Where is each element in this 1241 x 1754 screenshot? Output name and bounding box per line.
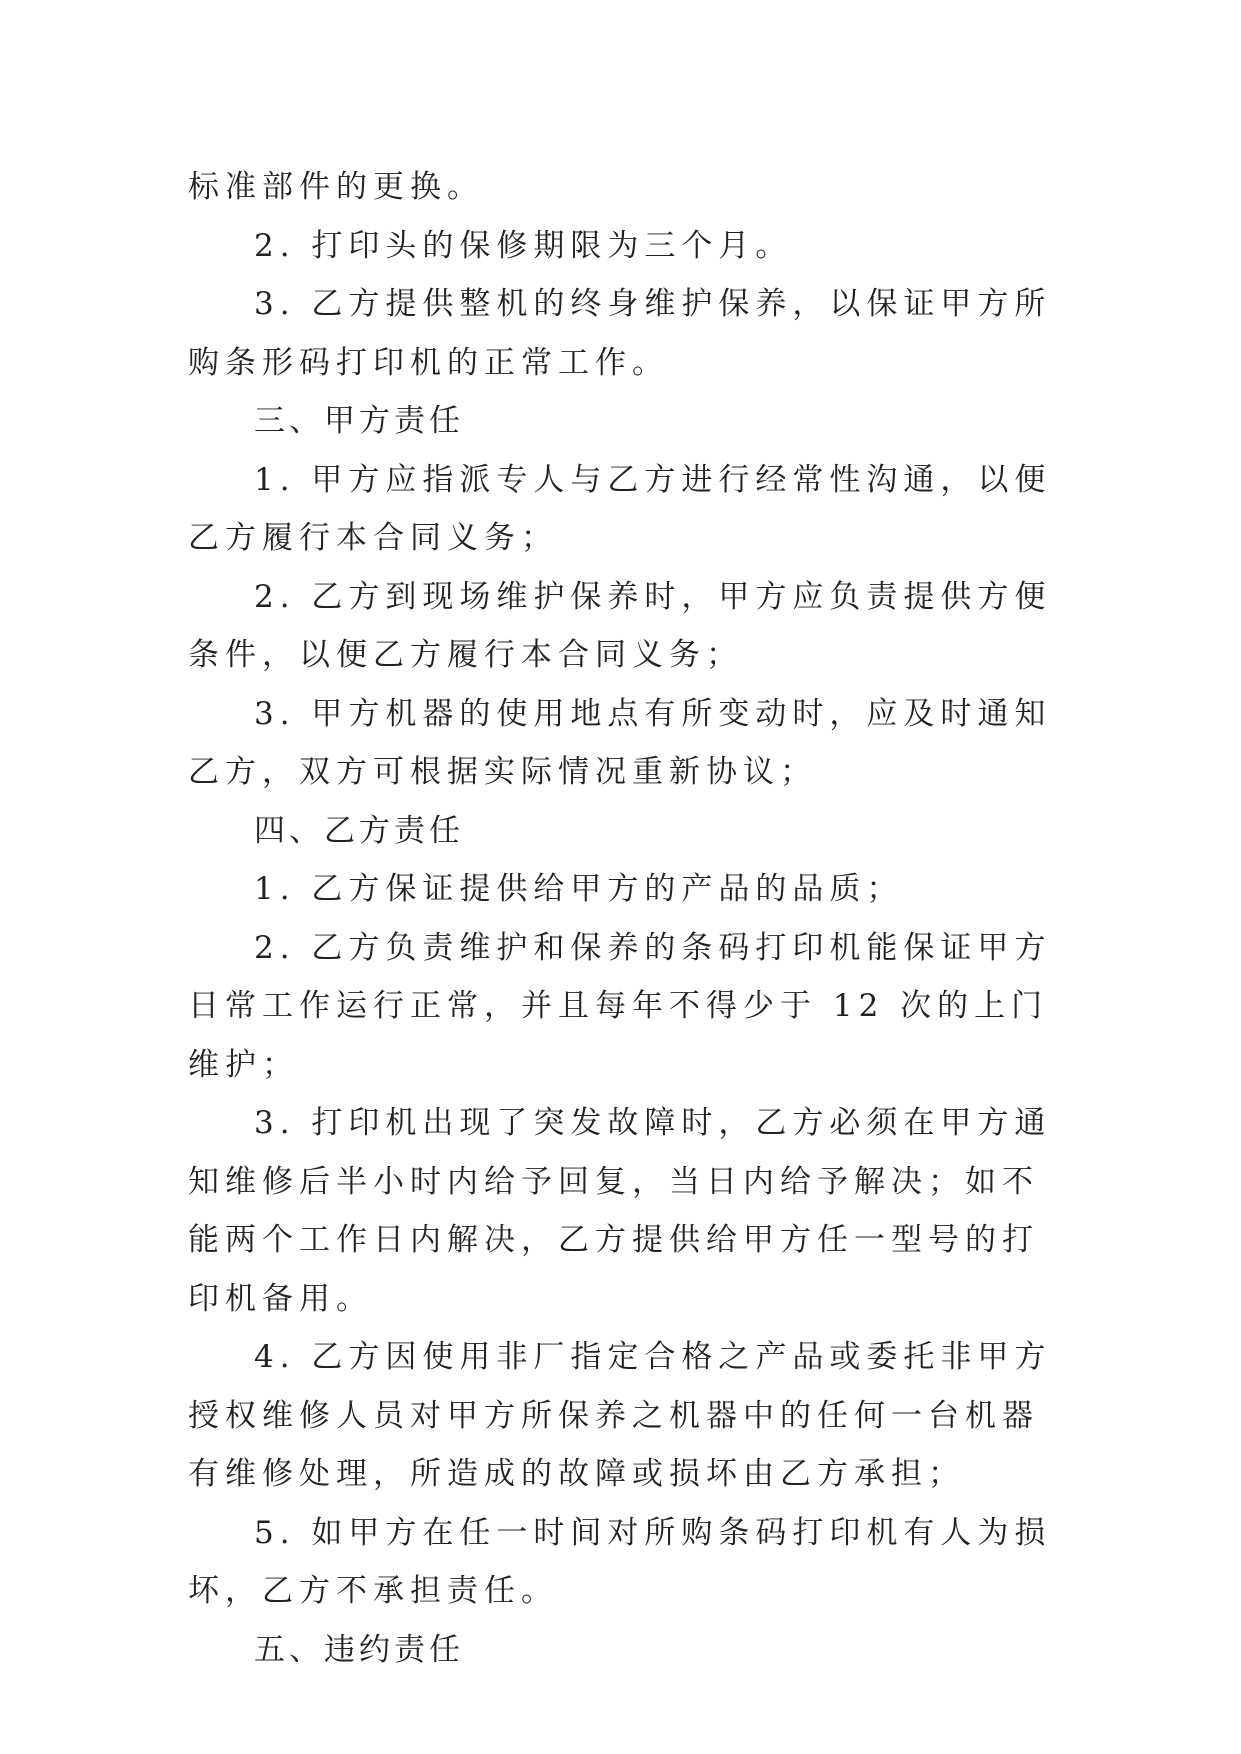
document-body — [188, 158, 1058, 1679]
paragraph-7: 3. 甲方机器的使用地点有所变动时，应及时通知乙方，双方可根据实际情况重新协议； — [188, 695, 1052, 790]
paragraph-9: 1. 乙方保证提供给甲方的产品的品质； — [254, 871, 904, 907]
section-heading-5: 五、违约责任 — [254, 1631, 464, 1668]
paragraph-13: 5. 如甲方在任一时间对所购条码打印机有人为损坏，乙方不承担责任。 — [188, 1514, 1052, 1609]
paragraph-12: 4. 乙方因使用非厂指定合格之产品或委托非甲方授权维修人员对甲方所保养之机器中的任何一台机器有维修处理，所造成的故障或损坏由乙方承担； — [188, 1339, 1052, 1492]
paragraph-3: 3. 乙方提供整机的终身维护保养，以保证甲方所购条形码打印机的正常工作。 — [188, 286, 1052, 381]
paragraph-6: 2. 乙方到现场维护保养时，甲方应负责提供方便条件，以便乙方履行本合同义务； — [188, 578, 1052, 673]
section-heading-4: 四、乙方责任 — [254, 812, 464, 849]
paragraph-10: 2. 乙方负责维护和保养的条码打印机能保证甲方日常工作运行正常，并且每年不得少于 12 次的上门维护； — [188, 929, 1052, 1083]
paragraph-5: 1. 甲方应指派专人与乙方进行经常性沟通，以便乙方履行本合同义务； — [188, 461, 1052, 556]
paragraph-11: 3. 打印机出现了突发故障时，乙方必须在甲方通知维修后半小时内给予回复，当日内给予解决；如不能两个工作日内解决，乙方提供给甲方任一型号的打印机备用。 — [188, 1105, 1052, 1317]
section-heading-3: 三、甲方责任 — [254, 403, 464, 439]
paragraph-2: 2. 打印头的保修期限为三个月。 — [254, 227, 793, 264]
paragraph-1: 标准部件的更换。 — [188, 169, 484, 205]
